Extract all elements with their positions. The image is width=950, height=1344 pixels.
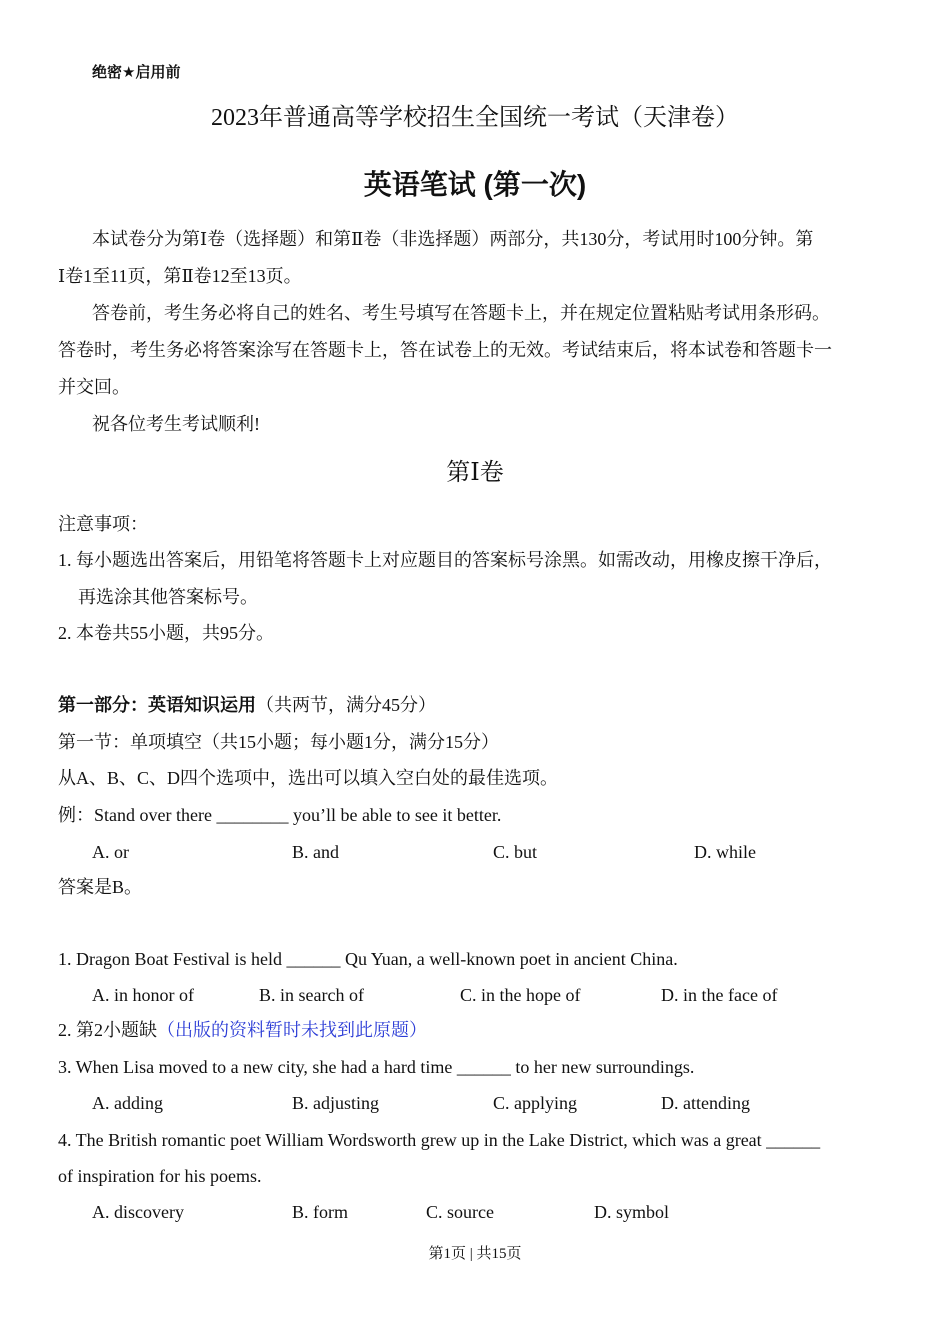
note-item: 再选涂其他答案标号。 xyxy=(78,587,258,607)
instructions: 从A、B、C、D四个选项中，选出可以填入空白处的最佳选项。 xyxy=(58,768,559,788)
question-stem: 1. Dragon Boat Festival is held ______ Qu Yuan, a well-known poet in ancient China. xyxy=(58,949,678,969)
question-stem xyxy=(58,1018,427,1042)
intro-text: 并交回。 xyxy=(58,377,130,397)
example-stem: 例：Stand over there ________ you’ll be able to see it better. xyxy=(58,805,502,825)
intro-text: Ⅰ卷1至11页，第Ⅱ卷12至13页。 xyxy=(58,266,302,286)
note-item: 1. 每小题选出答案后，用铅笔将答题卡上对应题目的答案标号涂黑。如需改动，用橡皮擦干净后， xyxy=(58,550,832,570)
option: D. attending xyxy=(661,1093,750,1113)
part1-heading-bold: 第一部分：英语知识运用 xyxy=(58,695,256,715)
intro-text: 答卷时，考生务必将答案涂写在答题卡上，答在试卷上的无效。考试结束后，将本试卷和答题卡一 xyxy=(58,340,832,360)
option: B. in search of xyxy=(259,985,364,1005)
page-footer: 第1页 | 共15页 xyxy=(428,1246,522,1262)
option: C. source xyxy=(426,1202,494,1222)
intro-text: 答卷前，考生务必将自己的姓名、考生号填写在答题卡上，并在规定位置粘贴考试用条形码。 xyxy=(92,303,830,323)
intro-text: 祝各位考生考试顺利! xyxy=(92,414,260,434)
option: B. and xyxy=(292,842,339,862)
option: B. form xyxy=(292,1202,348,1222)
option: C. applying xyxy=(493,1093,577,1113)
question-2-text: 2. 第2小题缺 xyxy=(58,1020,157,1040)
part1-heading-rest: （共两节，满分45分） xyxy=(256,695,436,715)
question-stem-cont: of inspiration for his poems. xyxy=(58,1166,262,1186)
option: A. or xyxy=(92,842,129,862)
volume-title: 第Ⅰ卷 xyxy=(446,460,504,486)
question-stem: 4. The British romantic poet William Wordsworth grew up in the Lake District, which was a great ______ xyxy=(58,1130,821,1150)
part1-heading xyxy=(58,693,436,717)
exam-title: 2023年普通高等学校招生全国统一考试（天津卷） xyxy=(211,105,739,131)
option: A. discovery xyxy=(92,1202,184,1222)
question-2-note: （出版的资料暂时未找到此原题） xyxy=(157,1020,427,1040)
option: A. in honor of xyxy=(92,985,194,1005)
intro-text: 本试卷分为第Ⅰ卷（选择题）和第Ⅱ卷（非选择题）两部分，共130分，考试用时100分钟。第 xyxy=(92,229,814,249)
notes-label: 注意事项： xyxy=(58,514,148,534)
option: B. adjusting xyxy=(292,1093,380,1113)
section-heading: 第一节：单项填空（共15小题；每小题1分，满分15分） xyxy=(58,732,499,752)
question-stem: 3. When Lisa moved to a new city, she had a hard time ______ to her new surroundings. xyxy=(58,1057,695,1077)
option: C. in the hope of xyxy=(460,985,581,1005)
note-item: 2. 本卷共55小题，共95分。 xyxy=(58,623,274,643)
example-answer: 答案是B。 xyxy=(58,877,143,897)
option: C. but xyxy=(493,842,538,862)
classification-label: 绝密★启用前 xyxy=(92,64,181,81)
exam-subtitle: 英语笔试 (第一次) xyxy=(363,169,587,200)
option: A. adding xyxy=(92,1093,163,1113)
option: D. in the face of xyxy=(661,985,778,1005)
option: D. symbol xyxy=(594,1202,670,1222)
option: D. while xyxy=(694,842,756,862)
